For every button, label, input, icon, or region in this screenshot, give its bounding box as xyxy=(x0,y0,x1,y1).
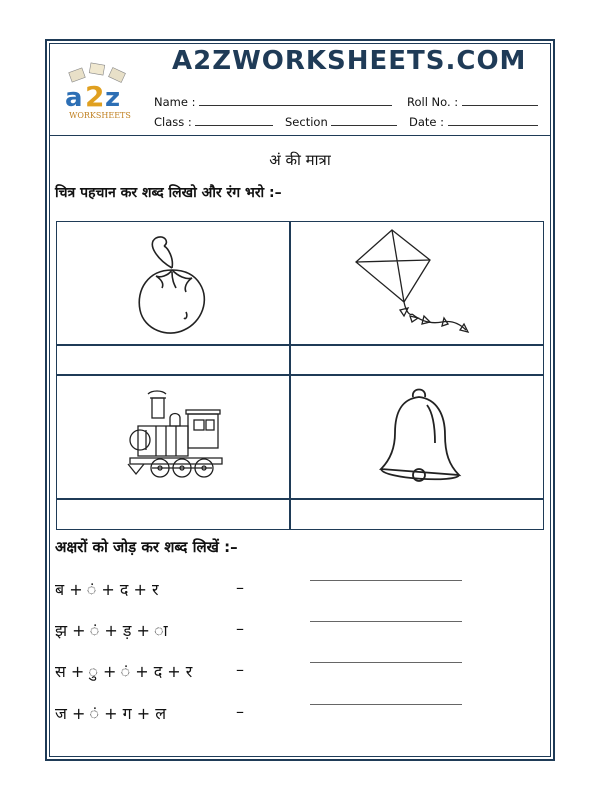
bell-icon xyxy=(375,383,465,495)
answer-cell-kite[interactable] xyxy=(291,346,543,373)
svg-text:2: 2 xyxy=(85,80,105,113)
svg-text:WORKSHEETS: WORKSHEETS xyxy=(69,111,131,120)
equation-row-4: ज + ं + ग + ल xyxy=(55,704,167,723)
answer-line-1[interactable] xyxy=(310,580,462,581)
name-field xyxy=(154,95,392,109)
answer-cell-bell[interactable] xyxy=(291,500,543,528)
equation-dash-2: – xyxy=(236,619,244,638)
kite-icon xyxy=(352,226,482,346)
worksheet-title: अं की मात्रा xyxy=(269,151,331,169)
section-label: Section xyxy=(285,115,328,129)
roll-no-label: Roll No. : xyxy=(407,95,459,109)
svg-text:a: a xyxy=(65,83,83,113)
instruction-join-letters: अक्षरों को जोड़ कर शब्द लिखें :– xyxy=(55,538,238,556)
grid-vertical-divider xyxy=(289,221,291,530)
answer-cell-train[interactable] xyxy=(57,500,288,528)
name-label: Name : xyxy=(154,95,196,109)
answer-cell-brinjal[interactable] xyxy=(57,346,288,373)
svg-text:z: z xyxy=(105,83,121,113)
equation-row-2: झ + ं + ड़ + ा xyxy=(55,621,168,640)
equation-dash-3: – xyxy=(236,660,244,679)
answer-line-2[interactable] xyxy=(310,621,462,622)
roll-no-blank[interactable] xyxy=(462,95,538,106)
header-divider xyxy=(49,135,551,136)
equation-row-1: ब + ं + द + र xyxy=(55,580,159,599)
date-field xyxy=(409,115,538,129)
grid-line-2 xyxy=(56,374,544,376)
equation-row-3: स + ु + ं + द + र xyxy=(55,662,193,681)
section-field xyxy=(285,115,397,129)
class-field xyxy=(154,115,273,129)
class-label: Class : xyxy=(154,115,192,129)
instruction-identify-pictures: चित्र पहचान कर शब्द लिखो और रंग भरो :– xyxy=(55,185,282,201)
date-label: Date : xyxy=(409,115,445,129)
a2z-logo xyxy=(60,60,140,124)
site-title: A2ZWORKSHEETS.COM xyxy=(172,46,527,76)
brinjal-icon xyxy=(128,230,218,344)
equation-dash-4: – xyxy=(236,702,244,721)
answer-line-4[interactable] xyxy=(310,704,462,705)
roll-no-field xyxy=(407,95,538,109)
class-blank[interactable] xyxy=(195,115,273,126)
answer-line-3[interactable] xyxy=(310,662,462,663)
equation-dash-1: – xyxy=(236,578,244,597)
date-blank[interactable] xyxy=(448,115,538,126)
train-engine-icon xyxy=(126,388,226,488)
name-blank[interactable] xyxy=(199,95,392,106)
section-blank[interactable] xyxy=(331,115,397,126)
